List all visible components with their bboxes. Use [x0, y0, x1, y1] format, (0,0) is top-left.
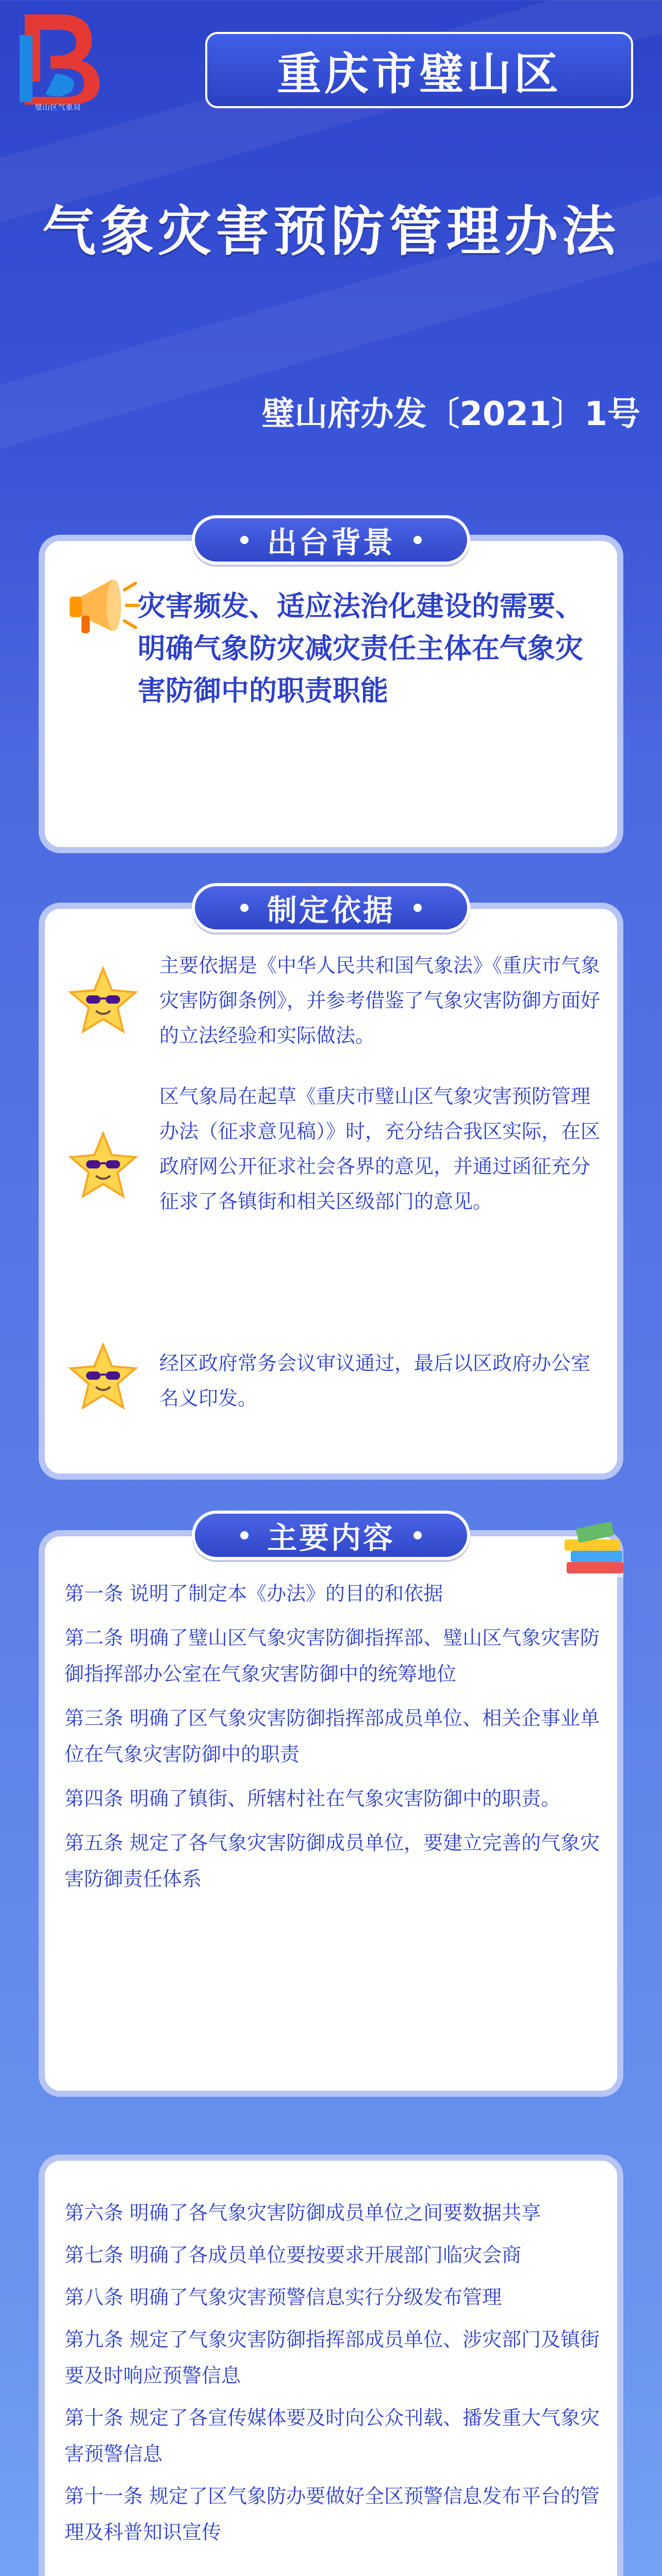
basis-item: 区气象局在起草《重庆市璧山区气象灾害预防管理办法（征求意见稿）》时，充分结合我区实际，在区政府网公开征求社会各界的意见，并通过函征充分征求了各镇街和相关区级部门的意见。 — [159, 1085, 601, 1213]
list-item: 第九条 规定了气象灾害防御指挥部成员单位、涉灾部门及镇街要及时响应预警信息 — [64, 2328, 600, 2387]
pill-dot — [240, 536, 249, 544]
header-banner — [0, 0, 662, 515]
list-item: 第十条 规定了各宣传媒体要及时向公众刊载、播发重大气象灾害预警信息 — [64, 2406, 600, 2465]
basis-item: 主要依据是《中华人民共和国气象法》《重庆市气象灾害防御条例》，并参考借鉴了气象灾害防御方面好的立法经验和实际做法。 — [159, 954, 601, 1047]
section-title-pill — [192, 883, 470, 933]
page-title: 气象灾害预防管理办法 — [42, 200, 620, 263]
section-title: 主要内容 — [267, 1520, 395, 1555]
content-list — [64, 2195, 606, 2550]
star-face-icon — [68, 1342, 139, 1413]
pill-dot — [413, 1531, 422, 1539]
star-face-icon — [68, 965, 139, 1037]
section-content-part2 — [39, 2155, 623, 2576]
section-basis — [39, 893, 623, 1480]
pill-dot — [240, 904, 249, 912]
list-item: 第五条 规定了各气象灾害防御成员单位，要建立完善的气象灾害防御责任体系 — [64, 1832, 600, 1890]
section-content-part1 — [39, 1520, 623, 2097]
logo-caption: 璧山区气象局 — [35, 104, 81, 112]
pill-dot — [413, 536, 422, 544]
background-text: 灾害频发、适应法治化建设的需要、明确气象防灾减灾责任主体在气象灾害防御中的职责职能 — [138, 590, 583, 707]
section-title: 出台背景 — [267, 525, 395, 560]
section-title-pill — [192, 1511, 470, 1560]
pill-dot — [240, 1531, 249, 1539]
list-item: 第二条 明确了璧山区气象灾害防御指挥部、璧山区气象灾害防御指挥部办公室在气象灾害防御中的统筹地位 — [64, 1626, 600, 1685]
pill-dot — [413, 904, 422, 912]
list-item: 第三条 明确了区气象灾害防御指挥部成员单位、相关企事业单位在气象灾害防御中的职责 — [64, 1707, 600, 1766]
district-title-banner — [205, 32, 633, 108]
basis-item: 经区政府常务会议审议通过，最后以区政府办公室名义印发。 — [159, 1352, 591, 1410]
section-background — [39, 525, 623, 853]
district-logo-icon — [9, 4, 107, 107]
section-title-pill — [192, 515, 470, 565]
list-item: 第六条 明确了各气象灾害防御成员单位之间要数据共享 — [64, 2201, 541, 2224]
list-item: 第一条 说明了制定本《办法》的目的和依据 — [64, 1582, 443, 1605]
list-item: 第四条 明确了镇街、所辖村社在气象灾害防御中的职责。 — [64, 1787, 561, 1810]
list-item: 第八条 明确了气象灾害预警信息实行分级发布管理 — [64, 2286, 502, 2309]
section-title: 制定依据 — [267, 893, 395, 928]
list-item: 第七条 明确了各成员单位要按要求开展部门临灾会商 — [64, 2244, 522, 2266]
list-item: 第十一条 规定了区气象防办要做好全区预警信息发布平台的管理及科普知识宣传 — [64, 2485, 600, 2544]
district-title: 重庆市璧山区 — [277, 48, 561, 100]
megaphone-icon — [63, 567, 141, 644]
document-number: 璧山府办发〔2021〕1号 — [261, 395, 640, 433]
content-list — [64, 1575, 606, 1897]
star-face-icon — [68, 1130, 139, 1201]
